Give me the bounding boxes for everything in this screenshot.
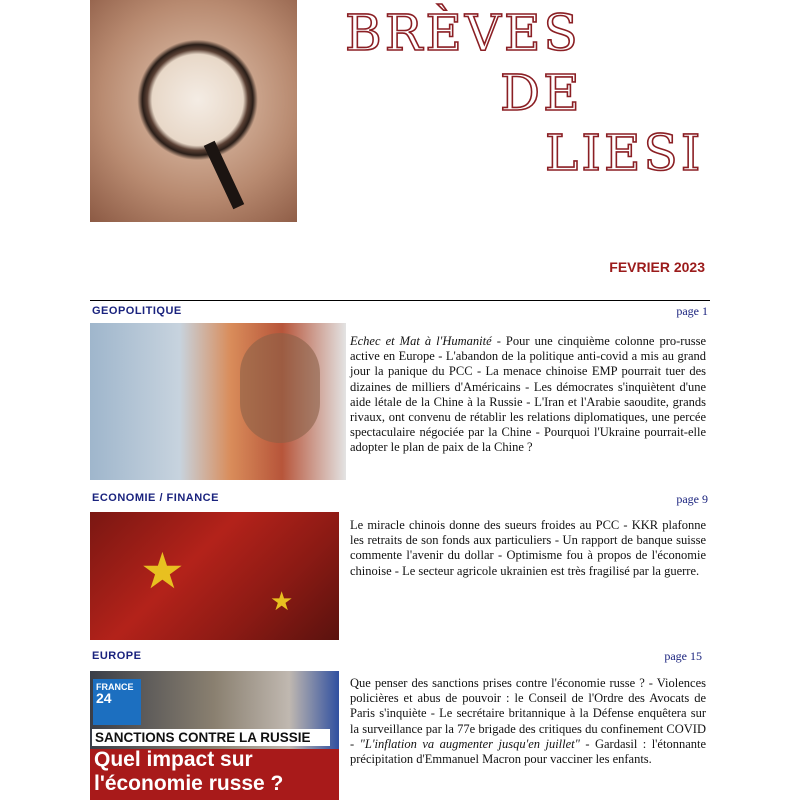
logo-text: FRANCE bbox=[96, 682, 134, 692]
summary-text-end: - Gardasil : l'étonnante précipitation d'Emmanuel Macron pour vacciner les enfants. bbox=[350, 736, 707, 767]
page-ref: page 9 bbox=[676, 492, 708, 506]
page-ref: page 1 bbox=[676, 304, 708, 318]
section-summary bbox=[350, 676, 706, 767]
section-heading-geopolitique: GEOPOLITIQUE bbox=[92, 305, 182, 317]
section-heading-economie: ECONOMIE / FINANCE bbox=[92, 492, 219, 504]
headline-2: l'économie russe ? bbox=[94, 772, 284, 795]
divider bbox=[90, 300, 710, 301]
china-flag-fist-image: ★ ★ bbox=[90, 512, 339, 640]
lead-title: Echec et Mat à l'Humanité bbox=[350, 334, 492, 348]
title-line-2: DE bbox=[500, 64, 583, 122]
headline-1: Quel impact sur bbox=[94, 748, 253, 771]
logo-number: 24 bbox=[96, 690, 112, 706]
geopolitics-image bbox=[90, 323, 346, 480]
summary-text: Que penser des sanctions prises contre l'économie russe ? - Violences policières et abus de pouvoir : le Conseil de l'Ordre des Avocats de Paris s'inquiète - Le secrétaire britannique à la Défense enquêtera sur la surveillance par la 77e brigade des critiques du confinement COVID - bbox=[350, 676, 706, 751]
section-summary bbox=[350, 334, 706, 456]
title-line-3: LIESI bbox=[545, 124, 704, 182]
magnifying-glass-image bbox=[90, 0, 297, 222]
section-heading-europe: EUROPE bbox=[92, 650, 142, 662]
title-line-1: BRÈVES bbox=[345, 4, 581, 62]
issue-date: FEVRIER 2023 bbox=[609, 259, 705, 275]
section-summary: Le miracle chinois donne des sueurs froides au PCC - KKR plafonne les retraits de son fonds aux particuliers - Un rapport de banque suisse commente l'avenir du dollar - Optimisme fou à propos de l'économie chinoise - Le secteur agricole ukrainien est très fragilisé par la guerre. bbox=[350, 518, 706, 578]
france24-video-image bbox=[90, 671, 339, 800]
summary-text: - Pour une cinquième colonne pro-russe active en Europe - L'abandon de la politique anti-covid a mis au grand jour la panique du PCC - La menace chinoise EMP pourrait tuer des dizaines de milliers d'Américains - Les démocrates s'inquiètent d'une aide létale de la Chine à la Russie - L'Iran et l'Arabie saoudite, grands rivaux, ont convenu de rétablir les relations diplomatiques, une percée spectaculaire négociée par la Chine - Pourquoi l'Ukraine pourrait-elle adopter le plan de paix de la Chine ? bbox=[350, 334, 706, 455]
page-ref: page 15 bbox=[664, 649, 702, 663]
quote: "L'inflation va augmenter jusqu'en juillet" bbox=[359, 736, 580, 751]
banner-text: SANCTIONS CONTRE LA RUSSIE bbox=[92, 729, 330, 746]
